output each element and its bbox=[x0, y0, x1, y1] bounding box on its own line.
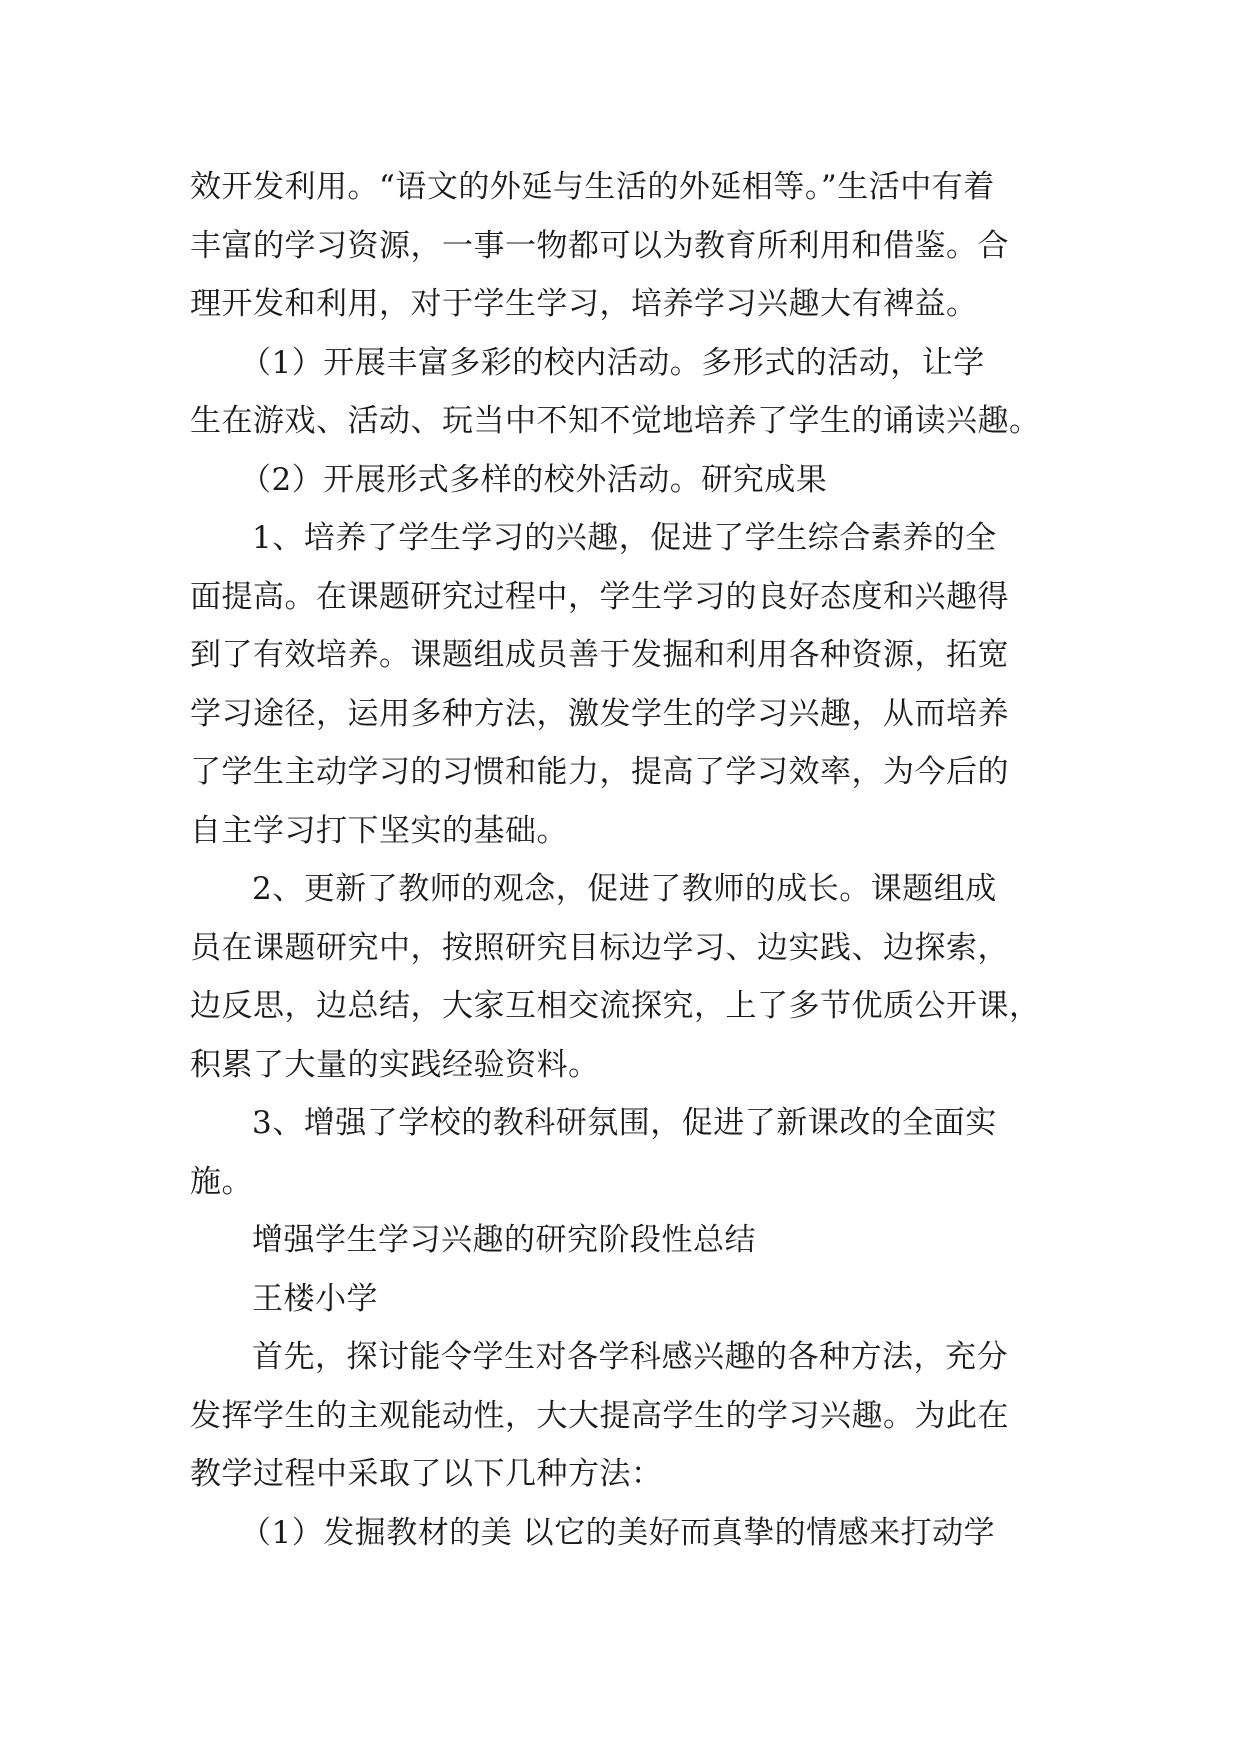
text-line: 教学过程中采取了以下几种方法： bbox=[190, 1456, 663, 1492]
text-line: 了学生主动学习的习惯和能力，提高了学习效率，为今后的 bbox=[190, 754, 1009, 790]
text-line: 效开发利用。“语文的外延与生活的外延相等。”生活中有着 bbox=[190, 169, 995, 205]
text-line: （1）发掘教材的美 以它的美好而真挚的情感来打动学 bbox=[240, 1514, 996, 1551]
text-line: 自主学习打下坚实的基础。 bbox=[190, 812, 568, 849]
school-name: 王楼小学 bbox=[252, 1280, 378, 1317]
text-line: （2）开展形式多样的校外活动。研究成果 bbox=[240, 461, 828, 498]
text-line: 2、更新了教师的观念，促进了教师的成长。课题组成 bbox=[252, 871, 997, 907]
text-line: 学习途径，运用多种方法，激发学生的学习兴趣，从而培养 bbox=[190, 695, 1009, 732]
text-line: 面提高。在课题研究过程中，学生学习的良好态度和兴趣得 bbox=[190, 578, 1009, 615]
text-line: 积累了大量的实践经验资料。 bbox=[190, 1046, 600, 1083]
text-line: 员在课题研究中，按照研究目标边学习、边实践、边探索， bbox=[190, 929, 1009, 966]
document-body bbox=[190, 158, 1060, 1562]
text-line: 3、增强了学校的教科研氛围，促进了新课改的全面实 bbox=[252, 1105, 997, 1141]
text-line: 施。 bbox=[190, 1163, 253, 1200]
text-line: 首先，探讨能令学生对各学科感兴趣的各种方法，充分 bbox=[252, 1339, 1008, 1375]
section-title: 增强学生学习兴趣的研究阶段性总结 bbox=[252, 1222, 756, 1258]
text-line: 边反思，边总结，大家互相交流探究，上了多节优质公开课， bbox=[190, 988, 1041, 1024]
text-line: 生在游戏、活动、玩当中不知不觉地培养了学生的诵读兴趣。 bbox=[190, 403, 1041, 439]
text-line: 丰富的学习资源，一事一物都可以为教育所利用和借鉴。合 bbox=[190, 227, 1009, 264]
text-line: 发挥学生的主观能动性，大大提高学生的学习兴趣。为此在 bbox=[190, 1397, 1009, 1434]
text-line: 理开发和利用，对于学生学习，培养学习兴趣大有裨益。 bbox=[190, 286, 978, 322]
text-line: （1）开展丰富多彩的校内活动。多形式的活动，让学 bbox=[240, 344, 985, 381]
text-line: 到了有效培养。课题组成员善于发掘和利用各种资源，拓宽 bbox=[190, 637, 1009, 673]
text-line: 1、培养了学生学习的兴趣，促进了学生综合素养的全 bbox=[252, 520, 997, 556]
